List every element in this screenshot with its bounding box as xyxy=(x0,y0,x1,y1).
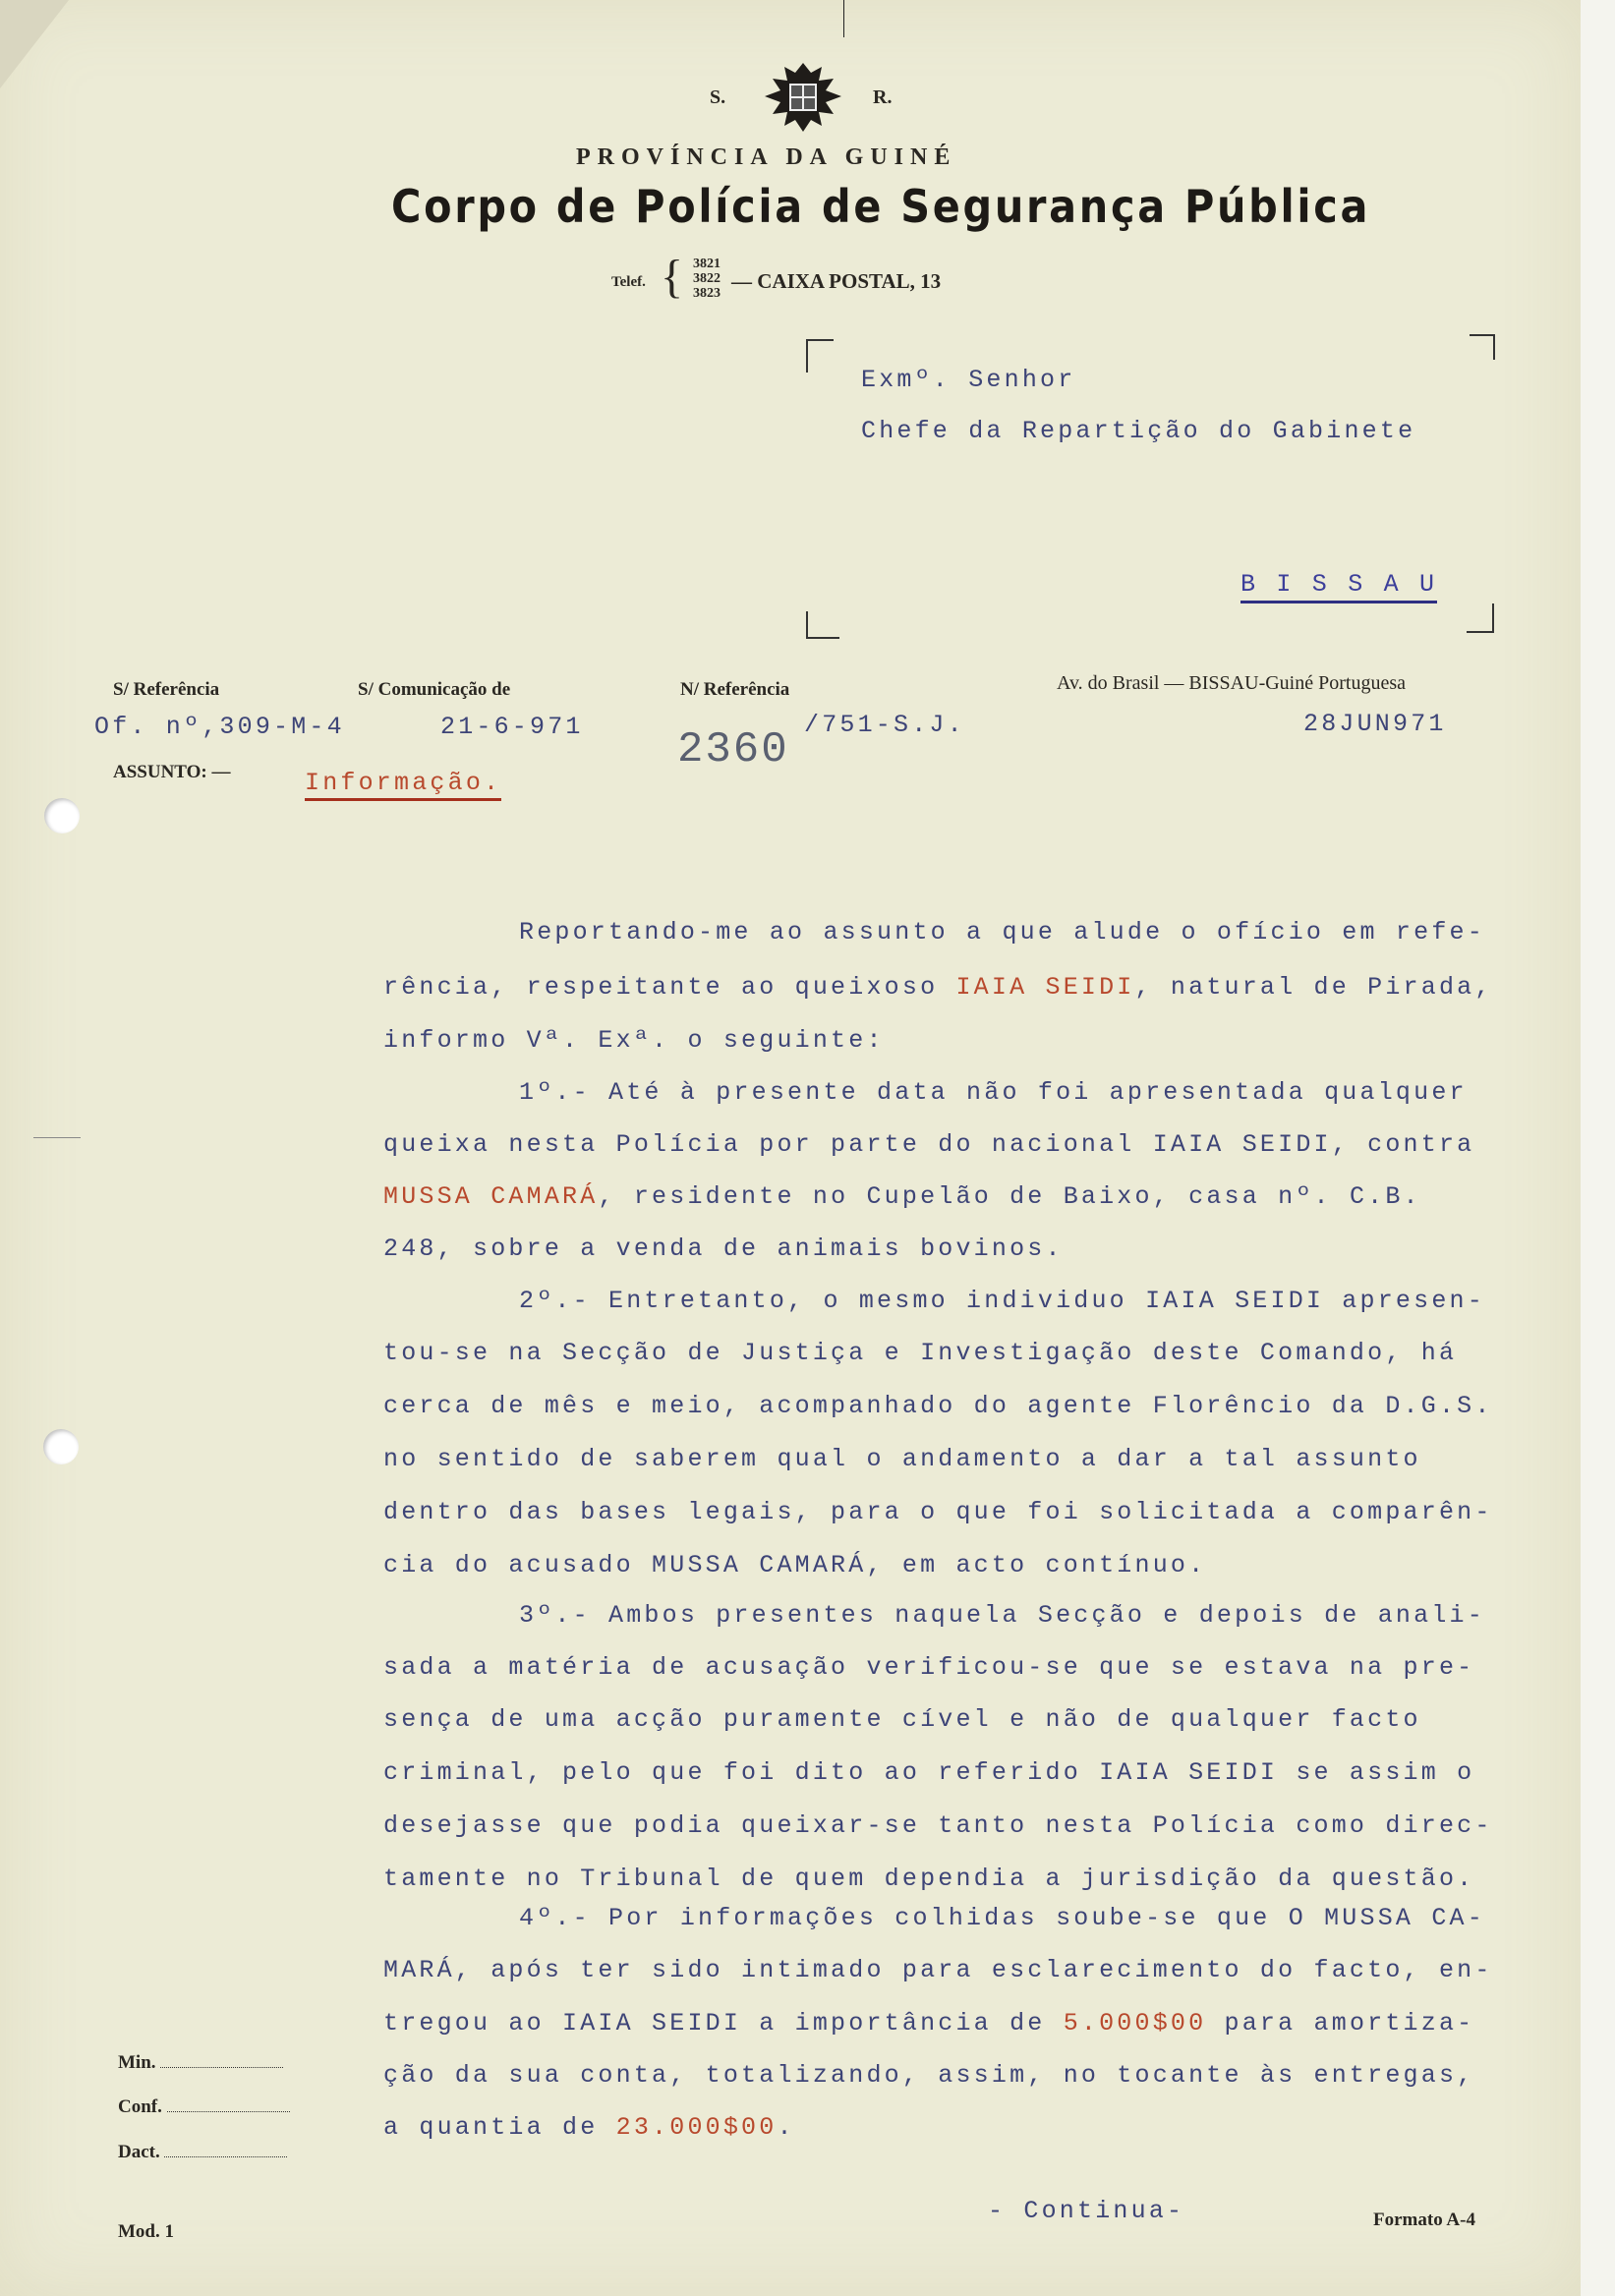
your-communication-label: S/ Comunicação de xyxy=(358,679,511,700)
conf-label: Conf. xyxy=(118,2096,162,2117)
dact-field xyxy=(118,2139,287,2163)
body-line: sença de uma acção puramente cível e não de qualquer facto xyxy=(383,1705,1421,1734)
window-corner-bl xyxy=(806,611,839,639)
body-line: no sentido de saberem qual o andamento a dar a tal assunto xyxy=(383,1445,1421,1473)
text: a quantia de xyxy=(383,2113,616,2142)
body-line: sada a matéria de acusação verificou-se que se estava na pre- xyxy=(383,1653,1475,1682)
body-line: desejasse que podia queixar-se tanto nesta Polícia como direc- xyxy=(383,1811,1493,1840)
conf-field xyxy=(118,2094,290,2118)
your-reference-value: Of. nº,309-M-4 xyxy=(94,713,345,741)
phone-number: 3823 xyxy=(693,286,721,301)
punch-hole-bottom xyxy=(43,1429,79,1464)
window-corner-br xyxy=(1467,603,1494,633)
body-line: tou-se na Secção de Justiça e Investigação deste Comando, há xyxy=(383,1339,1458,1367)
phone-number: 3822 xyxy=(693,271,721,286)
body-line: 2º.- Entretanto, o mesmo individuo IAIA SEIDI apresen- xyxy=(519,1287,1485,1315)
dact-line xyxy=(164,2139,287,2157)
body-line: informo Vª. Exª. o seguinte: xyxy=(383,1026,885,1055)
body-line: MARÁ, após ter sido intimado para esclarecimento do facto, en- xyxy=(383,1956,1493,1984)
brace: { xyxy=(661,251,684,303)
body-line: 3º.- Ambos presentes naquela Secção e depois de anali- xyxy=(519,1601,1485,1630)
min-field xyxy=(118,2049,283,2074)
body-line: criminal, pelo que foi dito ao referido IAIA SEIDI se assim o xyxy=(383,1758,1475,1787)
amount-paid: 5.000$00 xyxy=(1063,2009,1207,2038)
body-line: 248, sobre a venda de animais bovinos. xyxy=(383,1234,1064,1263)
body-line: 4º.- Por informações colhidas soube-se que O MUSSA CA- xyxy=(519,1904,1485,1932)
date-stamp: 28JUN971 xyxy=(1303,710,1447,738)
accused-name: MUSSA CAMARÁ xyxy=(383,1182,599,1211)
our-reference-value: /751-S.J. xyxy=(804,711,965,739)
paper-format: Formato A-4 xyxy=(1373,2210,1475,2230)
body-line: ção da sua conta, totalizando, assim, no tocante às entregas, xyxy=(383,2061,1475,2090)
coat-of-arms-emblem xyxy=(757,59,850,138)
body-line xyxy=(383,2009,1474,2038)
your-communication-value: 21-6-971 xyxy=(440,713,584,741)
province-heading: PROVÍNCIA DA GUINÉ xyxy=(576,144,957,170)
recipient-city: B I S S A U xyxy=(1240,570,1437,603)
text: rência, respeitante ao queixoso xyxy=(383,973,956,1002)
text: , natural de Pirada, xyxy=(1134,973,1493,1002)
body-line: dentro das bases legais, para o que foi solicitada a comparên- xyxy=(383,1498,1493,1526)
text: para amortiza- xyxy=(1206,2009,1475,2038)
telephone-label: Telef. xyxy=(611,274,646,290)
subject-label: ASSUNTO: — xyxy=(113,762,231,782)
recipient-title: Chefe da Repartição do Gabinete xyxy=(861,417,1416,445)
phone-number: 3821 xyxy=(693,257,721,271)
complainant-name: IAIA SEIDI xyxy=(955,973,1135,1002)
body-line: queixa nesta Polícia por parte do nacional IAIA SEIDI, contra xyxy=(383,1130,1475,1159)
margin-tick xyxy=(33,1137,81,1138)
model-number: Mod. 1 xyxy=(118,2221,174,2242)
body-line xyxy=(383,1182,1421,1211)
body-line: Reportando-me ao assunto a que alude o ofício em refe- xyxy=(519,918,1485,947)
body-line: cerca de mês e meio, acompanhado do agente Florêncio da D.G.S. xyxy=(383,1392,1493,1420)
letterhead-s: S. xyxy=(710,86,726,108)
phone-numbers xyxy=(693,257,721,301)
text: tregou ao IAIA SEIDI a importância de xyxy=(383,2009,1064,2038)
organization-title: Corpo de Polícia de Segurança Pública xyxy=(391,180,1371,233)
scan-edge xyxy=(1581,0,1615,2296)
body-line: 1º.- Até à presente data não foi apresentada qualquer xyxy=(519,1078,1468,1107)
window-corner-tr xyxy=(1470,334,1495,360)
continued-marker: - Continua- xyxy=(988,2197,1185,2225)
text: . xyxy=(777,2113,795,2142)
our-reference-label: N/ Referência xyxy=(680,679,790,700)
window-corner-tl xyxy=(806,339,834,373)
your-reference-label: S/ Referência xyxy=(113,679,220,700)
body-line xyxy=(383,2113,795,2142)
fold-mark xyxy=(843,0,844,37)
folded-corner xyxy=(0,0,69,88)
text: , residente no Cupelão de Baixo, casa nº. C.B. xyxy=(598,1182,1421,1211)
total-amount: 23.000$00 xyxy=(615,2113,778,2142)
body-line: cia do acusado MUSSA CAMARÁ, em acto contínuo. xyxy=(383,1551,1207,1579)
postal-box: — CAIXA POSTAL, 13 xyxy=(731,269,942,293)
body-line: tamente no Tribunal de quem dependia a jurisdição da questão. xyxy=(383,1865,1475,1893)
punch-hole-top xyxy=(44,798,80,833)
office-address: Av. do Brasil — BISSAU-Guiné Portuguesa xyxy=(1057,672,1406,694)
dact-label: Dact. xyxy=(118,2142,160,2162)
letterhead-r: R. xyxy=(873,86,893,108)
min-label: Min. xyxy=(118,2052,156,2073)
conf-line xyxy=(167,2094,290,2112)
subject-value: Informação. xyxy=(305,769,501,801)
min-line xyxy=(160,2049,283,2068)
body-line xyxy=(383,973,1493,1002)
our-reference-number: 2360 xyxy=(677,725,789,775)
recipient-salutation: Exmº. Senhor xyxy=(861,366,1076,394)
